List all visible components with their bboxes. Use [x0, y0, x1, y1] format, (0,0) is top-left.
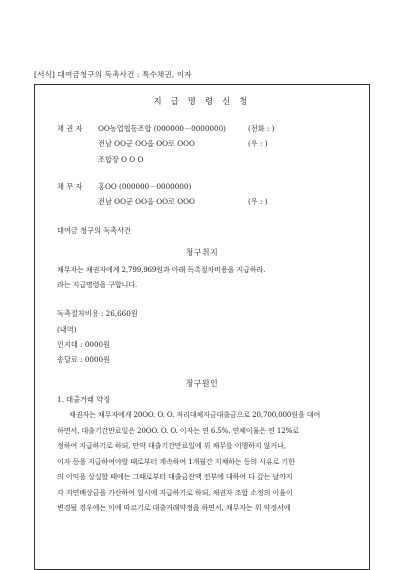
- form-title: 지 급 명 령 신 청: [153, 96, 251, 106]
- case-name: 대여금 청구의 독촉사건: [57, 226, 132, 235]
- creditor-address: 전남 OO군 OO읍 OO로 OOO: [98, 139, 195, 148]
- debtor-label: 채 무 자: [57, 182, 83, 191]
- procedure-cost-total: 독촉절차비용 : 26,660원: [57, 309, 138, 318]
- claim-cause-line: 변경될 경우에는 이에 따르기로 대출거래약정을 하면서, 채무자는 위 약정서에: [57, 503, 291, 512]
- claim-purpose-line: 채무자는 채권자에게 2,799,969원과 아래 독촉절차비용을 지급하라.: [57, 265, 266, 274]
- creditor-postal: (우 : ): [248, 139, 268, 148]
- creditor-representative: 조합장 O O O: [98, 155, 144, 164]
- debtor-postal: (우 : ): [248, 197, 268, 206]
- delivery-fee: 송달료 : 0000원: [57, 355, 111, 364]
- claim-cause-line: 이자 등을 지급하여야할 때로부터 계속하여 1개월간 지체하는 등의 사유로 기한: [57, 457, 295, 466]
- claim-cause-line: 의 이익을 상실할 때에는 그때로부터 대출금잔액 전부에 대하여 다 갚는 날까지: [57, 472, 293, 481]
- claim-cause-line: 채권자는 채무자에게 20OO. O. O. 저리대체자금대출금으로 20,700,000원을 대여: [69, 410, 321, 419]
- claim-cause-heading: 청구원인: [185, 379, 219, 388]
- claim-purpose-heading: 청구취지: [185, 248, 219, 257]
- debtor-address: 전남 OO군 OO읍 OO로 OOO: [98, 197, 195, 206]
- section-title: 1. 대출거래 약정: [57, 395, 111, 404]
- creditor-label: 채 권 자: [57, 124, 83, 133]
- claim-cause-line: 각 지연배상금을 가산하여 일시에 지급하기로 하되, 채권자 조합 소정의 이율이: [57, 488, 293, 497]
- claim-cause-line: 정하여 지급하기로 하되, 만약 대출기간만료일에 위 채무를 이행하지 않거나,: [57, 441, 286, 450]
- creditor-phone: (전화 : ): [248, 124, 275, 133]
- application-form: [34, 84, 370, 570]
- claim-cause-line: 하면서, 대출기간만료일은 20OO. O. O. 이자는 연 6.5%, 연체이율은 연 12%로: [57, 426, 299, 435]
- cost-breakdown-label: (내역): [57, 325, 77, 334]
- debtor-name: 홍OO (000000－0000000): [98, 182, 192, 191]
- claim-purpose-line: 라는 지급명령을 구합니다.: [57, 280, 138, 289]
- form-caption: [서식] 대여금청구의 독촉사건 : 특수채권, 이자: [34, 70, 192, 79]
- creditor-name: OO농업협동조합 (000000－0000000): [98, 124, 226, 133]
- stamp-fee: 인지대 : 0000원: [57, 340, 111, 349]
